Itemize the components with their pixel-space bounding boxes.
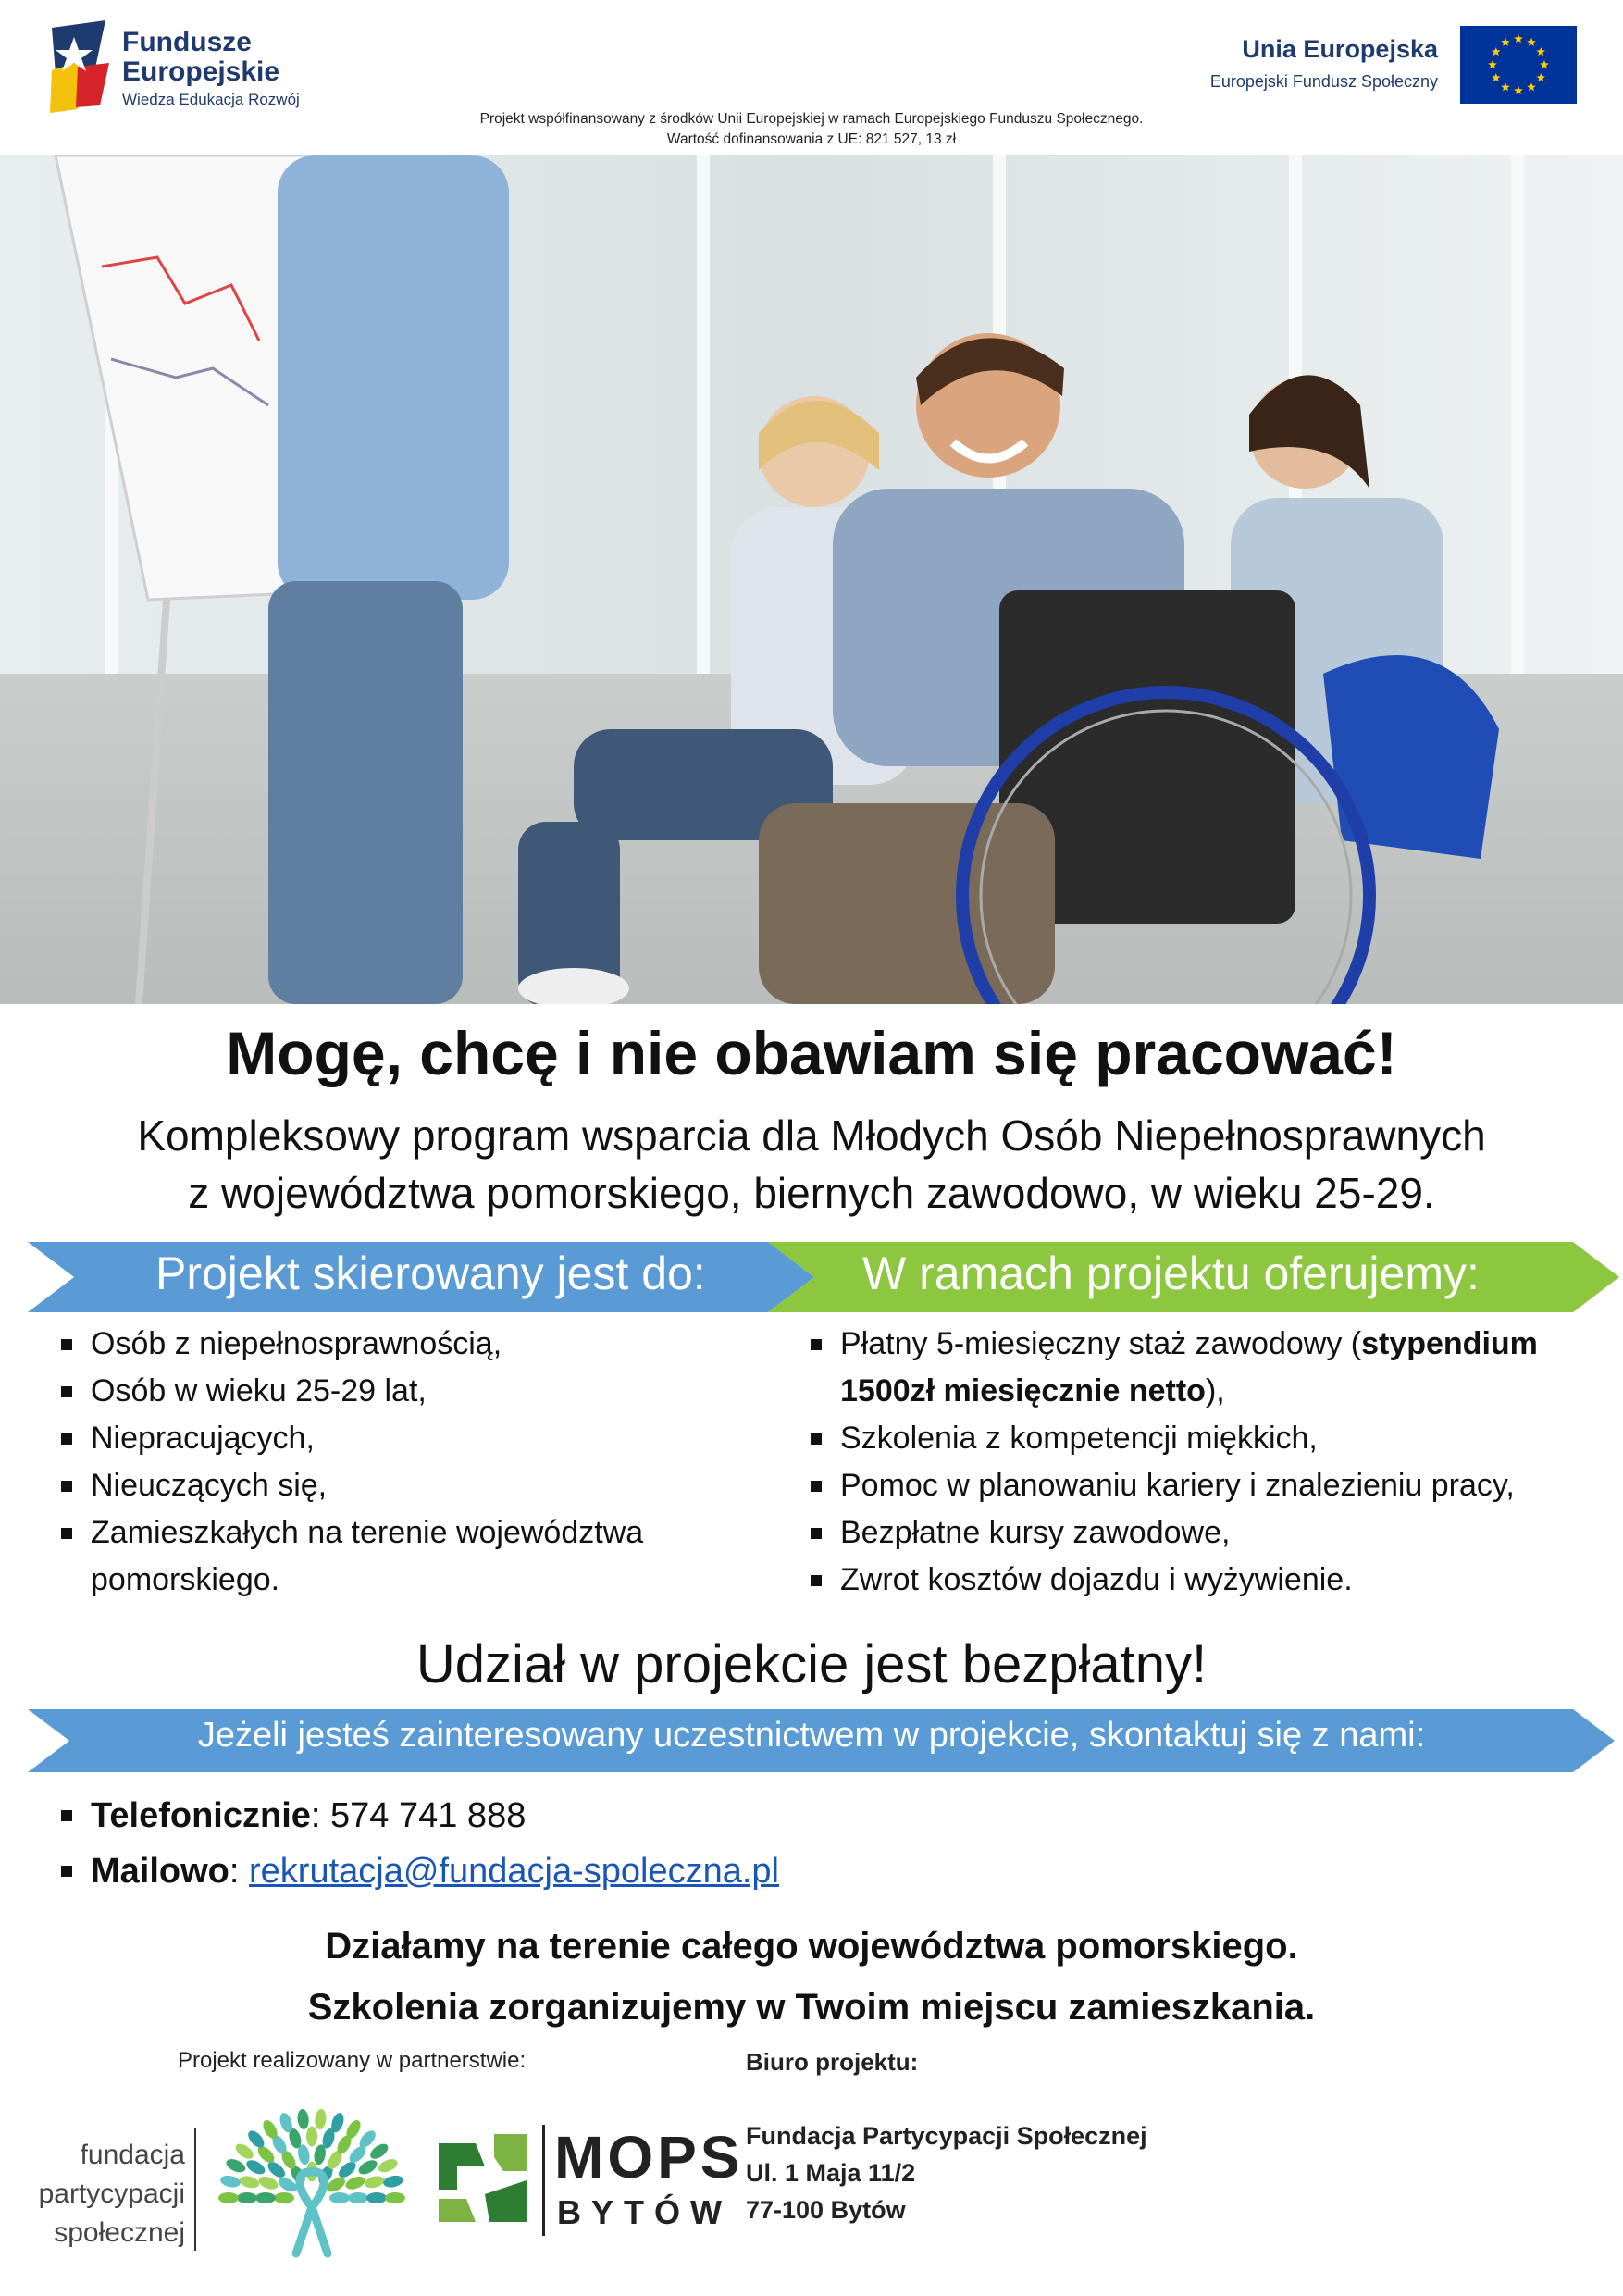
offer-item-1-prefix: Płatny 5-miesięczny staż zawodowy ( bbox=[840, 1326, 1362, 1361]
partnership-label: Projekt realizowany w partnerstwie: bbox=[178, 2048, 527, 2073]
list-item: Osób z niepełnosprawnością, bbox=[56, 1321, 759, 1368]
fe-logo-subtitle: Wiedza Edukacja Rozwój bbox=[122, 91, 300, 108]
tree-leaf bbox=[237, 2192, 257, 2203]
mops-logo-name: MOPS bbox=[554, 2124, 744, 2191]
eu-star-icon bbox=[1492, 47, 1501, 56]
tree-leaf bbox=[238, 2174, 260, 2190]
tree-leaf bbox=[219, 2174, 242, 2189]
eu-flag-icon bbox=[1460, 26, 1577, 104]
offer-item-1-bold: stypendium 1500zł miesięcznie netto bbox=[840, 1326, 1538, 1409]
list-item: Nieuczących się, bbox=[56, 1462, 759, 1509]
eu-star-icon bbox=[1540, 60, 1549, 68]
list-item: Bezpłatne kursy zawodowe, bbox=[805, 1509, 1601, 1557]
fps-logo-line-2: partycypacji bbox=[38, 2178, 185, 2209]
tree-leaf bbox=[218, 2192, 239, 2203]
tree-leaf bbox=[274, 2192, 294, 2203]
eu-logo-subtitle: Europejski Fundusz Społeczny bbox=[1209, 72, 1438, 91]
tree-leaf bbox=[377, 2156, 400, 2175]
fe-logo-text bbox=[122, 28, 300, 108]
tree-leaf bbox=[329, 2192, 350, 2203]
tree-leaf bbox=[382, 2174, 404, 2189]
offer-item-1-suffix: ), bbox=[1205, 1373, 1225, 1409]
eu-star-icon bbox=[1527, 38, 1536, 46]
phone-label: Telefonicznie bbox=[91, 1796, 311, 1835]
eu-star-icon bbox=[1514, 34, 1523, 43]
cofinancing-line-1: Projekt współfinansowany z środków Unii Europejskiej w ramach Europejskiego Funduszu Społecznego. bbox=[479, 111, 1144, 127]
target-group-list bbox=[56, 1321, 759, 1604]
mops-bytow-logo bbox=[439, 2124, 744, 2236]
mops-logo-city: BYTÓW bbox=[557, 2193, 732, 2231]
cofinancing-note bbox=[0, 109, 1623, 150]
offer-list bbox=[805, 1321, 1601, 1604]
eu-star-icon bbox=[1537, 73, 1546, 81]
fe-logo-name-line2: Europejskie bbox=[122, 56, 280, 87]
page-title: Mogę, chcę i nie obawiam się pracować! bbox=[226, 1019, 1397, 1087]
region-line-2: Szkolenia zorganizujemy w Twoim miejscu zamieszkania. bbox=[307, 1987, 1316, 2028]
fundacja-partycypacji-logo-text bbox=[37, 2136, 185, 2253]
eu-logo bbox=[1188, 26, 1577, 109]
fe-logo-name-line1: Fundusze bbox=[122, 27, 252, 57]
eu-logo-title: Unia Europejska bbox=[1242, 35, 1438, 63]
list-item: Niepracujących, bbox=[56, 1415, 759, 1462]
offer-heading: W ramach projektu oferujemy: bbox=[862, 1247, 1480, 1299]
email-link[interactable]: rekrutacja@fundacja-spoleczna.pl bbox=[249, 1852, 780, 1891]
phone-contact: Telefonicznie: 574 741 888 bbox=[56, 1788, 981, 1843]
tree-leaf bbox=[367, 2141, 390, 2162]
fps-logo-line-3: społecznej bbox=[54, 2217, 185, 2248]
tree-leaf bbox=[255, 2192, 276, 2203]
list-item: Pomoc w planowaniu kariery i znalezieniu pracy, bbox=[805, 1462, 1601, 1509]
tree-ribbon-logo-icon bbox=[205, 2096, 418, 2258]
page-subtitle bbox=[0, 1107, 1623, 1222]
tree-leaf bbox=[306, 2127, 317, 2147]
eu-star-icon bbox=[1537, 47, 1546, 56]
region-line-1: Działamy na terenie całego województwa pomorskiego. bbox=[325, 1926, 1298, 1967]
office-org: Fundacja Partycypacji Społecznej bbox=[746, 2122, 1147, 2150]
tree-leaf bbox=[296, 2108, 309, 2129]
logo-divider bbox=[194, 2128, 196, 2251]
cofinancing-line-2: Wartość dofinansowania z UE: 821 527, 13 zł bbox=[666, 131, 957, 147]
office-street: Ul. 1 Maja 11/2 bbox=[746, 2159, 916, 2187]
tree-leaf bbox=[385, 2192, 405, 2203]
eu-star-icon bbox=[1492, 73, 1501, 81]
eu-star-icon bbox=[1488, 60, 1497, 68]
tree-leaf bbox=[363, 2174, 385, 2190]
office-city: 77-100 Bytów bbox=[746, 2196, 906, 2224]
email-label: Mailowo bbox=[91, 1852, 229, 1891]
eu-star-icon bbox=[1527, 82, 1536, 91]
tree-leaf bbox=[224, 2156, 247, 2175]
list-item: Osób w wieku 25-29 lat, bbox=[56, 1368, 759, 1415]
free-participation-heading: Udział w projekcie jest bezpłatny! bbox=[415, 1634, 1208, 1694]
hero-photo bbox=[0, 155, 1623, 1004]
list-item: Szkolenia z kompetencji miękkich, bbox=[805, 1415, 1601, 1462]
tree-leaf bbox=[233, 2141, 256, 2162]
subtitle-line-2: z województwa pomorskiego, biernych zawodowo, w wieku 25-29. bbox=[188, 1169, 1435, 1217]
fe-star-emblem-icon bbox=[44, 17, 118, 118]
tree-leaf bbox=[356, 2157, 379, 2177]
list-item: Zwrot kosztów dojazdu i wyżywienie. bbox=[805, 1557, 1601, 1604]
office-label: Biuro projektu: bbox=[746, 2048, 919, 2076]
tree-leaf bbox=[257, 2174, 280, 2191]
contact-list bbox=[56, 1788, 981, 1899]
mops-divider bbox=[542, 2125, 545, 2236]
list-item bbox=[805, 1321, 1601, 1415]
contact-banner-text: Jeżeli jesteś zainteresowany uczestnictwem w projekcie, skontaktuj się z nami: bbox=[197, 1716, 1426, 1755]
eu-star-icon bbox=[1501, 82, 1510, 91]
tree-leaf bbox=[244, 2157, 267, 2177]
list-item: Zamieszkałych na terenie województwa pomorskiego. bbox=[56, 1509, 759, 1604]
region-note bbox=[0, 1916, 1623, 2038]
tree-leaf bbox=[348, 2192, 368, 2203]
mops-emblem-icon bbox=[439, 2134, 531, 2227]
office-address bbox=[746, 2117, 1147, 2228]
tree-leaf bbox=[314, 2108, 327, 2129]
tree-leaf bbox=[344, 2174, 367, 2191]
eu-star-icon bbox=[1501, 38, 1510, 46]
phone-number[interactable]: 574 741 888 bbox=[330, 1796, 527, 1835]
email-contact: Mailowo: rekrutacja@fundacja-spoleczna.pl bbox=[56, 1843, 981, 1899]
tree-leaf bbox=[366, 2192, 387, 2203]
subtitle-line-1: Kompleksowy program wsparcia dla Młodych Osób Niepełnosprawnych bbox=[137, 1111, 1486, 1160]
target-group-heading: Projekt skierowany jest do: bbox=[155, 1247, 706, 1299]
fps-logo-line-1: fundacja bbox=[80, 2140, 185, 2170]
eu-star-icon bbox=[1514, 86, 1523, 94]
